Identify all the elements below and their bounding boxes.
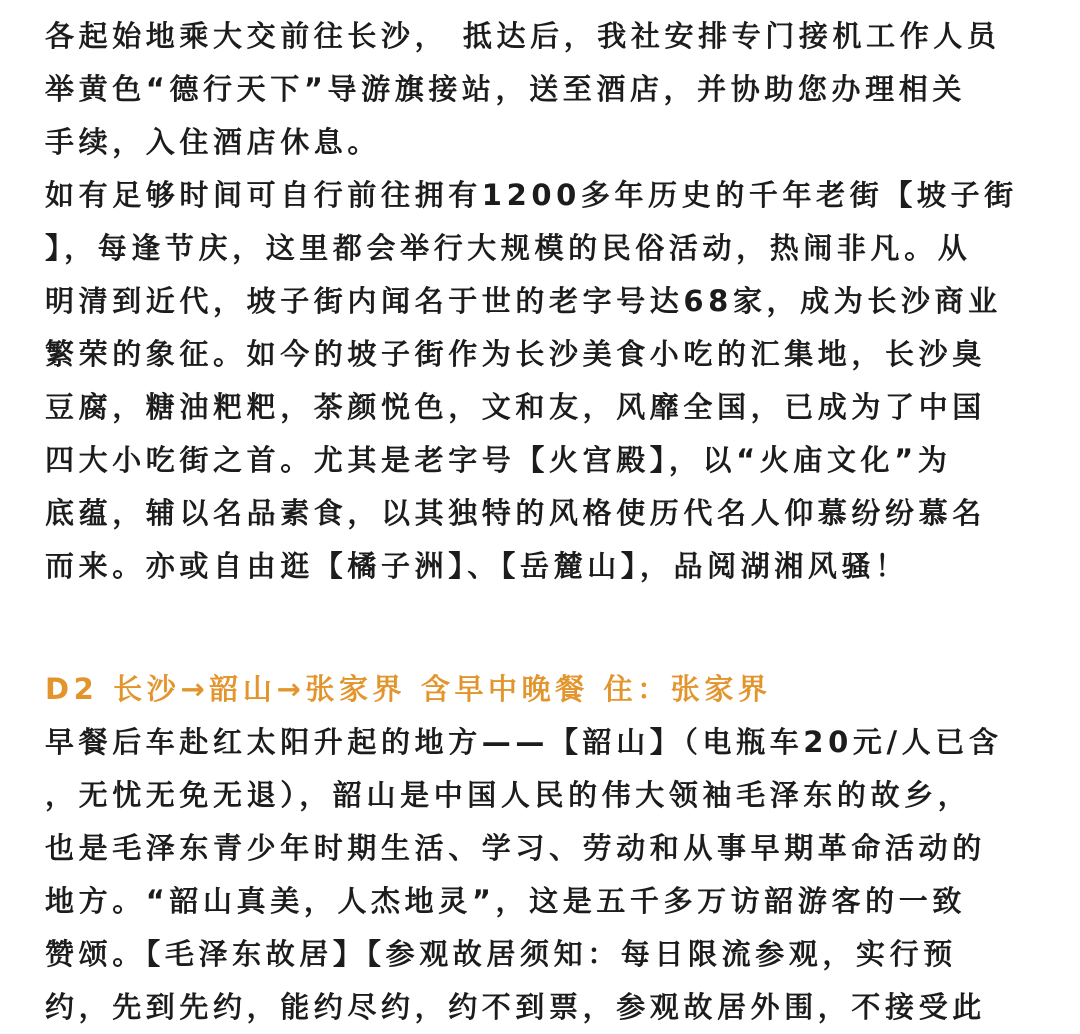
text-line: 地方。“韶山真美，人杰地灵”，这是五千多万访韶游客的一致 xyxy=(45,884,966,918)
section-spacer xyxy=(45,593,1055,663)
text-line: 明清到近代，坡子街内闻名于世的老字号达68家，成为长沙商业 xyxy=(45,284,1002,318)
arrival-paragraph xyxy=(45,10,1055,169)
text-line: 手续，入住酒店休息。 xyxy=(45,125,382,159)
text-line: 如有足够时间可自行前往拥有1200多年历史的千年老街【坡子街 xyxy=(45,178,1018,212)
day2-paragraph xyxy=(45,716,1055,1034)
text-line: 各起始地乘大交前往长沙， 抵达后，我社安排专门接机工作人员 xyxy=(45,19,1001,53)
text-line: ，无忧无免无退），韶山是中国人民的伟大领袖毛泽东的故乡， xyxy=(45,778,972,812)
text-line: 举黄色“德行天下”导游旗接站，送至酒店，并协助您办理相关 xyxy=(45,72,966,106)
text-line: 底蕴，辅以名品素食，以其独特的风格使历代名人仰慕纷纷慕名 xyxy=(45,496,986,530)
text-line: 也是毛泽东青少年时期生活、学习、劳动和从事早期革命活动的 xyxy=(45,831,986,865)
text-line: 繁荣的象征。如今的坡子街作为长沙美食小吃的汇集地，长沙臭 xyxy=(45,337,986,371)
text-line: 早餐后车赴红太阳升起的地方——【韶山】（电瓶车20元/人已含 xyxy=(45,725,1003,759)
text-line: 赞颂。【毛泽东故居】【参观故居须知：每日限流参观，实行预 xyxy=(45,937,957,971)
text-line: 约，先到先约，能约尽约，约不到票，参观故居外围，不接受此 xyxy=(45,990,986,1024)
text-line: 四大小吃街之首。尤其是老字号【火宫殿】，以“火庙文化”为 xyxy=(45,443,952,477)
itinerary-content xyxy=(45,10,1055,1034)
text-line: 】，每逢节庆，这里都会举行大规模的民俗活动，热闹非凡。从 xyxy=(45,231,972,265)
free-time-paragraph xyxy=(45,169,1055,593)
text-line: 而来。亦或自由逛【橘子洲】、【岳麓山】，品阅湖湘风骚！ xyxy=(45,549,909,583)
text-line: 豆腐，糖油粑粑，茶颜悦色，文和友，风靡全国，已成为了中国 xyxy=(45,390,986,424)
day2-heading: D2 长沙→韶山→张家界 含早中晚餐 住：张家界 xyxy=(45,672,772,706)
